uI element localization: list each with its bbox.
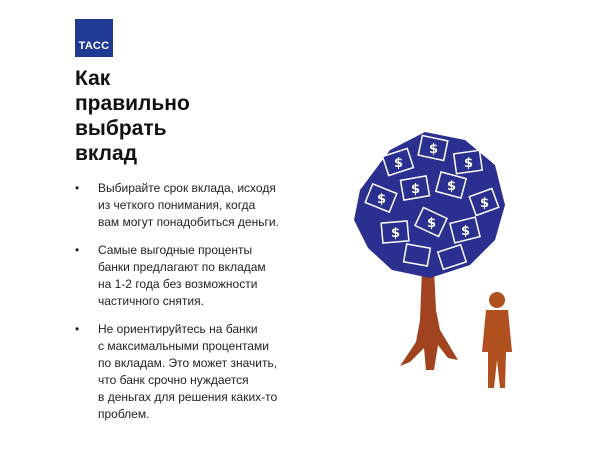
bullet-icon: • <box>75 322 80 336</box>
list-item-line: Не ориентируйтесь на банки <box>98 322 258 336</box>
page-title <box>75 66 215 166</box>
list-item-line: вам могут понадобиться деньги. <box>98 215 279 229</box>
svg-text:$: $ <box>427 216 437 231</box>
svg-text:$: $ <box>411 182 421 197</box>
list-item-line: из четкого понимания, когда <box>98 198 256 212</box>
list-item-line: на 1-2 года без возможности <box>98 277 258 291</box>
tass-logo <box>75 19 113 57</box>
svg-text:$: $ <box>391 226 401 241</box>
title-line: Как <box>75 67 111 90</box>
list-item-line: Самые выгодные проценты <box>98 243 253 257</box>
list-item-line: что банк срочно нуждается <box>98 373 249 387</box>
list-item-line: с максимальными процентами <box>98 339 269 353</box>
list-item-line: в деньгах для решения каких-то <box>98 390 278 404</box>
money-tree-illustration <box>330 120 530 400</box>
list-item-line: банки предлагают по вкладам <box>98 260 266 274</box>
title-line: правильно <box>75 92 190 115</box>
svg-text:$: $ <box>429 142 439 157</box>
list-item <box>75 321 310 423</box>
list-item <box>75 242 310 310</box>
bullet-icon: • <box>75 181 80 195</box>
list-item-line: Выбирайте срок вклада, исходя <box>98 181 276 195</box>
svg-text:$: $ <box>377 192 387 207</box>
person-silhouette-icon <box>482 292 512 388</box>
tips-list <box>75 180 310 434</box>
svg-text:$: $ <box>461 224 471 239</box>
bullet-icon: • <box>75 243 80 257</box>
svg-text:$: $ <box>447 179 457 194</box>
list-item <box>75 180 310 231</box>
list-item-line: проблем. <box>98 407 150 421</box>
list-item-line: частичного снятия. <box>98 294 204 308</box>
list-item-line: по вкладам. Это может значить, <box>98 356 278 370</box>
title-line: выбрать <box>75 117 167 140</box>
svg-text:$: $ <box>480 196 490 211</box>
tass-logo-text: ТАСС <box>78 40 110 52</box>
svg-text:$: $ <box>394 156 404 171</box>
title-line: вклад <box>75 142 138 165</box>
banknote-foliage-icon <box>354 132 505 278</box>
svg-text:$: $ <box>464 156 474 171</box>
